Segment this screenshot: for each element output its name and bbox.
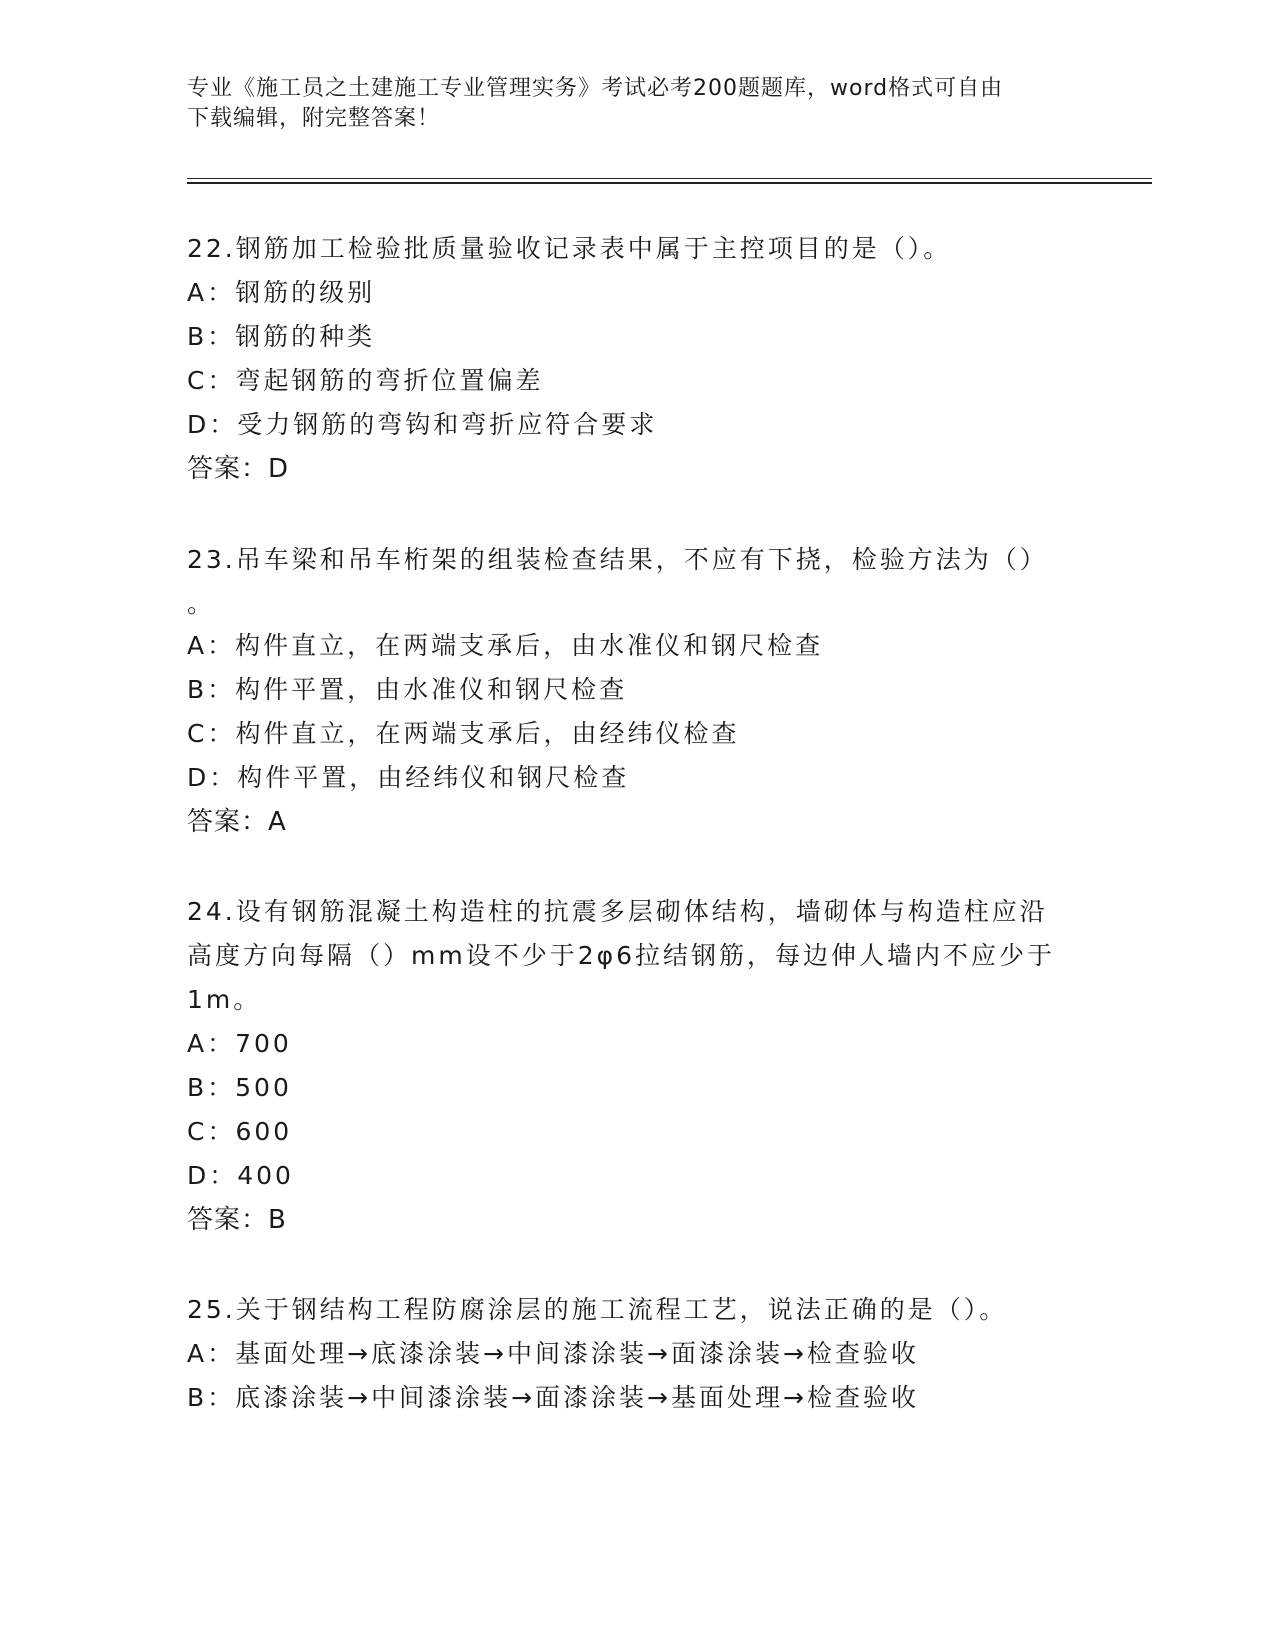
question-23-option-a: A：构件直立，在两端支承后，由水准仪和钢尺检查 xyxy=(187,631,824,660)
question-24-option-d: D：400 xyxy=(187,1161,294,1190)
header-divider-top xyxy=(187,178,1152,179)
question-23-answer: 答案：A xyxy=(187,807,287,837)
header-line-2: 下载编辑，附完整答案！ xyxy=(187,106,441,131)
question-23-option-c: C：构件直立，在两端支承后，由经纬仪检查 xyxy=(187,719,740,748)
document-header xyxy=(187,74,1067,134)
question-25-stem: 25.关于钢结构工程防腐涂层的施工流程工艺，说法正确的是（）。 xyxy=(187,1295,1008,1324)
question-25-option-b: B：底漆涂装→中间漆涂装→面漆涂装→基面处理→检查验收 xyxy=(187,1383,919,1412)
question-25-option-a: A：基面处理→底漆涂装→中间漆涂装→面漆涂装→检查验收 xyxy=(187,1339,919,1368)
question-24-stem-line-3: 1m。 xyxy=(187,985,262,1014)
question-22-option-b: B：钢筋的种类 xyxy=(187,322,376,351)
question-24-answer: 答案：B xyxy=(187,1205,287,1235)
question-23-stem-line-2: 。 xyxy=(187,589,216,618)
question-22-option-a: A：钢筋的级别 xyxy=(187,278,376,307)
header-divider-bottom xyxy=(187,182,1152,184)
question-24-option-c: C：600 xyxy=(187,1117,293,1146)
question-23-option-b: B：构件平置，由水准仪和钢尺检查 xyxy=(187,675,628,704)
question-22-option-c: C：弯起钢筋的弯折位置偏差 xyxy=(187,366,544,395)
header-line-1: 专业《施工员之土建施工专业管理实务》考试必考200题题库，word格式可自由 xyxy=(187,76,1004,101)
question-24-option-a: A：700 xyxy=(187,1029,292,1058)
question-24-stem-line-1: 24.设有钢筋混凝土构造柱的抗震多层砌体结构，墙砌体与构造柱应沿 xyxy=(187,897,1048,926)
question-24-stem-line-2: 高度方向每隔（）mm设不少于2φ6拉结钢筋，每边伸人墙内不应少于 xyxy=(187,941,1056,970)
question-23-stem-line-1: 23.吊车梁和吊车桁架的组装检查结果，不应有下挠，检验方法为（） xyxy=(187,545,1048,574)
question-24-option-b: B：500 xyxy=(187,1073,292,1102)
question-23-option-d: D：构件平置，由经纬仪和钢尺检查 xyxy=(187,763,630,792)
question-22-option-d: D：受力钢筋的弯钩和弯折应符合要求 xyxy=(187,410,658,439)
question-22-stem: 22.钢筋加工检验批质量验收记录表中属于主控项目的是（）。 xyxy=(187,234,952,263)
question-22-answer: 答案：D xyxy=(187,454,290,484)
